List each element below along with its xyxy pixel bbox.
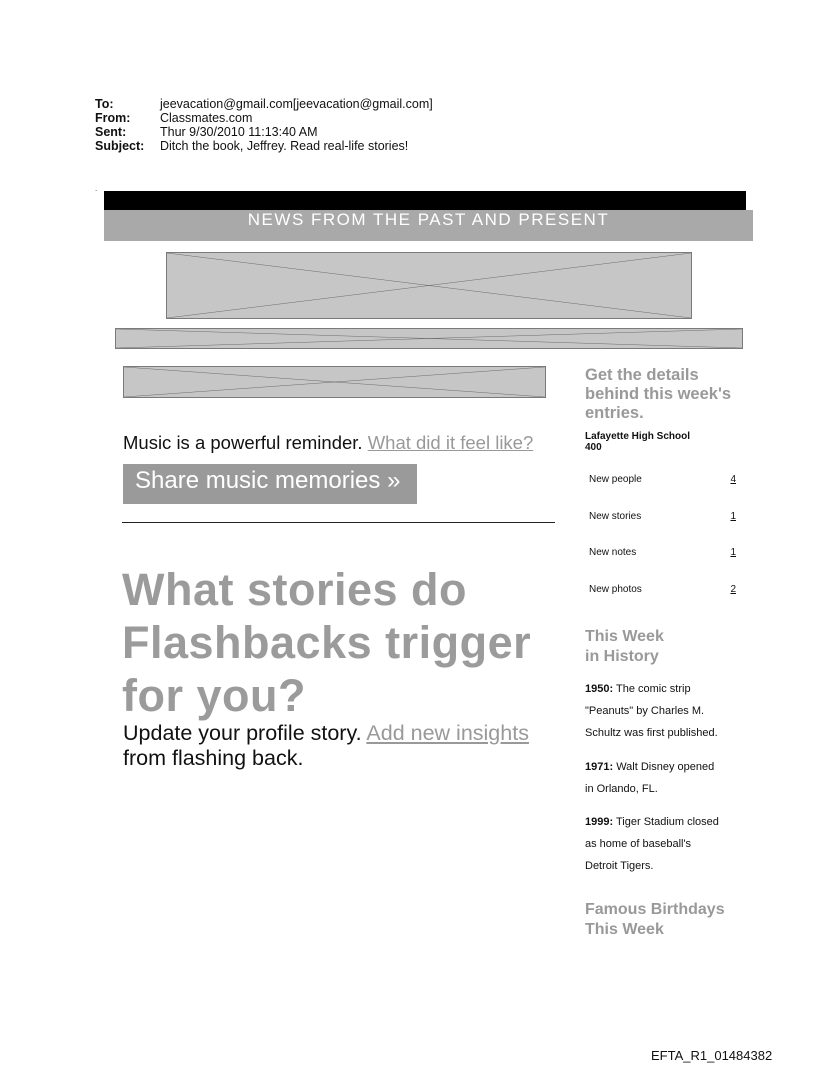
stat-value-link[interactable]: 1 — [730, 547, 736, 558]
sent-row — [95, 125, 433, 139]
top-black-bar — [104, 191, 746, 210]
update-profile — [123, 721, 529, 771]
stat-new-stories — [589, 511, 736, 522]
subject-value: Ditch the book, Jeffrey. Read real-life stories! — [160, 139, 409, 153]
from-value: Classmates.com — [160, 111, 253, 125]
birthdays-heading — [585, 900, 725, 940]
history-text: "Peanuts" by Charles M. — [585, 705, 705, 717]
image-placeholder-1 — [166, 252, 692, 319]
stat-label: New people — [589, 474, 642, 485]
history-heading — [585, 627, 664, 667]
stat-new-people — [589, 474, 736, 485]
image-placeholder-2 — [115, 328, 743, 349]
headline-line-1: What stories do — [122, 564, 468, 615]
school-name: Lafayette High School — [585, 431, 691, 442]
history-text: as home of baseball's — [585, 838, 692, 850]
details-line-2: behind this week's — [585, 385, 732, 403]
stat-new-photos — [589, 584, 736, 595]
school-info — [585, 431, 690, 453]
history-text: Tiger Stadium closed — [613, 816, 719, 828]
to-label: To: — [95, 97, 114, 111]
birthdays-line-1: Famous Birthdays — [585, 901, 725, 918]
to-row — [95, 97, 433, 111]
document-id: EFTA_R1_01484382 — [651, 1048, 773, 1063]
history-text: in Orlando, FL. — [585, 783, 658, 795]
update-text: Update your profile story. — [123, 721, 362, 745]
history-year: 1971: — [585, 761, 614, 773]
details-line-1: Get the details — [585, 366, 699, 384]
history-text: Schultz was first published. — [585, 727, 718, 739]
from-row — [95, 111, 433, 125]
sent-label: Sent: — [95, 125, 127, 139]
music-promo — [123, 432, 533, 454]
stat-new-notes — [589, 547, 736, 558]
divider — [122, 522, 555, 523]
subject-row — [95, 139, 433, 153]
to-value: jeevacation@gmail.com[jeevacation@gmail.com] — [160, 97, 433, 111]
history-year: 1999: — [585, 816, 614, 828]
email-header — [95, 97, 433, 153]
school-number: 400 — [585, 442, 602, 453]
history-text: The comic strip — [613, 683, 691, 695]
history-item-1950 — [585, 678, 745, 744]
history-year: 1950: — [585, 683, 614, 695]
stat-value-link[interactable]: 1 — [730, 511, 736, 522]
stray-dot: . — [95, 184, 98, 193]
stat-value-link[interactable]: 4 — [730, 474, 736, 485]
history-item-1999 — [585, 811, 745, 877]
headline — [122, 563, 531, 722]
music-link[interactable]: What did it feel like? — [367, 432, 534, 453]
stat-label: New stories — [589, 511, 642, 522]
history-text: Walt Disney opened — [613, 761, 715, 773]
details-heading — [585, 366, 731, 423]
history-text: Detroit Tigers. — [585, 860, 654, 872]
share-music-button[interactable]: Share music memories » — [123, 464, 417, 504]
history-heading-line-1: This Week — [585, 628, 664, 645]
stat-label: New notes — [589, 547, 637, 558]
birthdays-line-2: This Week — [585, 921, 664, 938]
stat-label: New photos — [589, 584, 642, 595]
add-insights-link[interactable]: Add new insights — [366, 721, 529, 745]
headline-line-2: Flashbacks trigger — [122, 617, 532, 668]
from-label: From: — [95, 111, 131, 125]
history-item-1971 — [585, 756, 745, 800]
news-banner: NEWS FROM THE PAST AND PRESENT — [104, 210, 753, 241]
history-heading-line-2: in History — [585, 648, 659, 665]
details-line-3: entries. — [585, 404, 644, 422]
stat-value-link[interactable]: 2 — [730, 584, 736, 595]
music-text: Music is a powerful reminder. — [123, 432, 363, 453]
image-placeholder-3 — [123, 366, 546, 398]
subject-label: Subject: — [95, 139, 145, 153]
headline-line-3: for you? — [122, 670, 306, 721]
sent-value: Thur 9/30/2010 11:13:40 AM — [160, 125, 318, 139]
update-text-2: from flashing back. — [123, 746, 304, 770]
